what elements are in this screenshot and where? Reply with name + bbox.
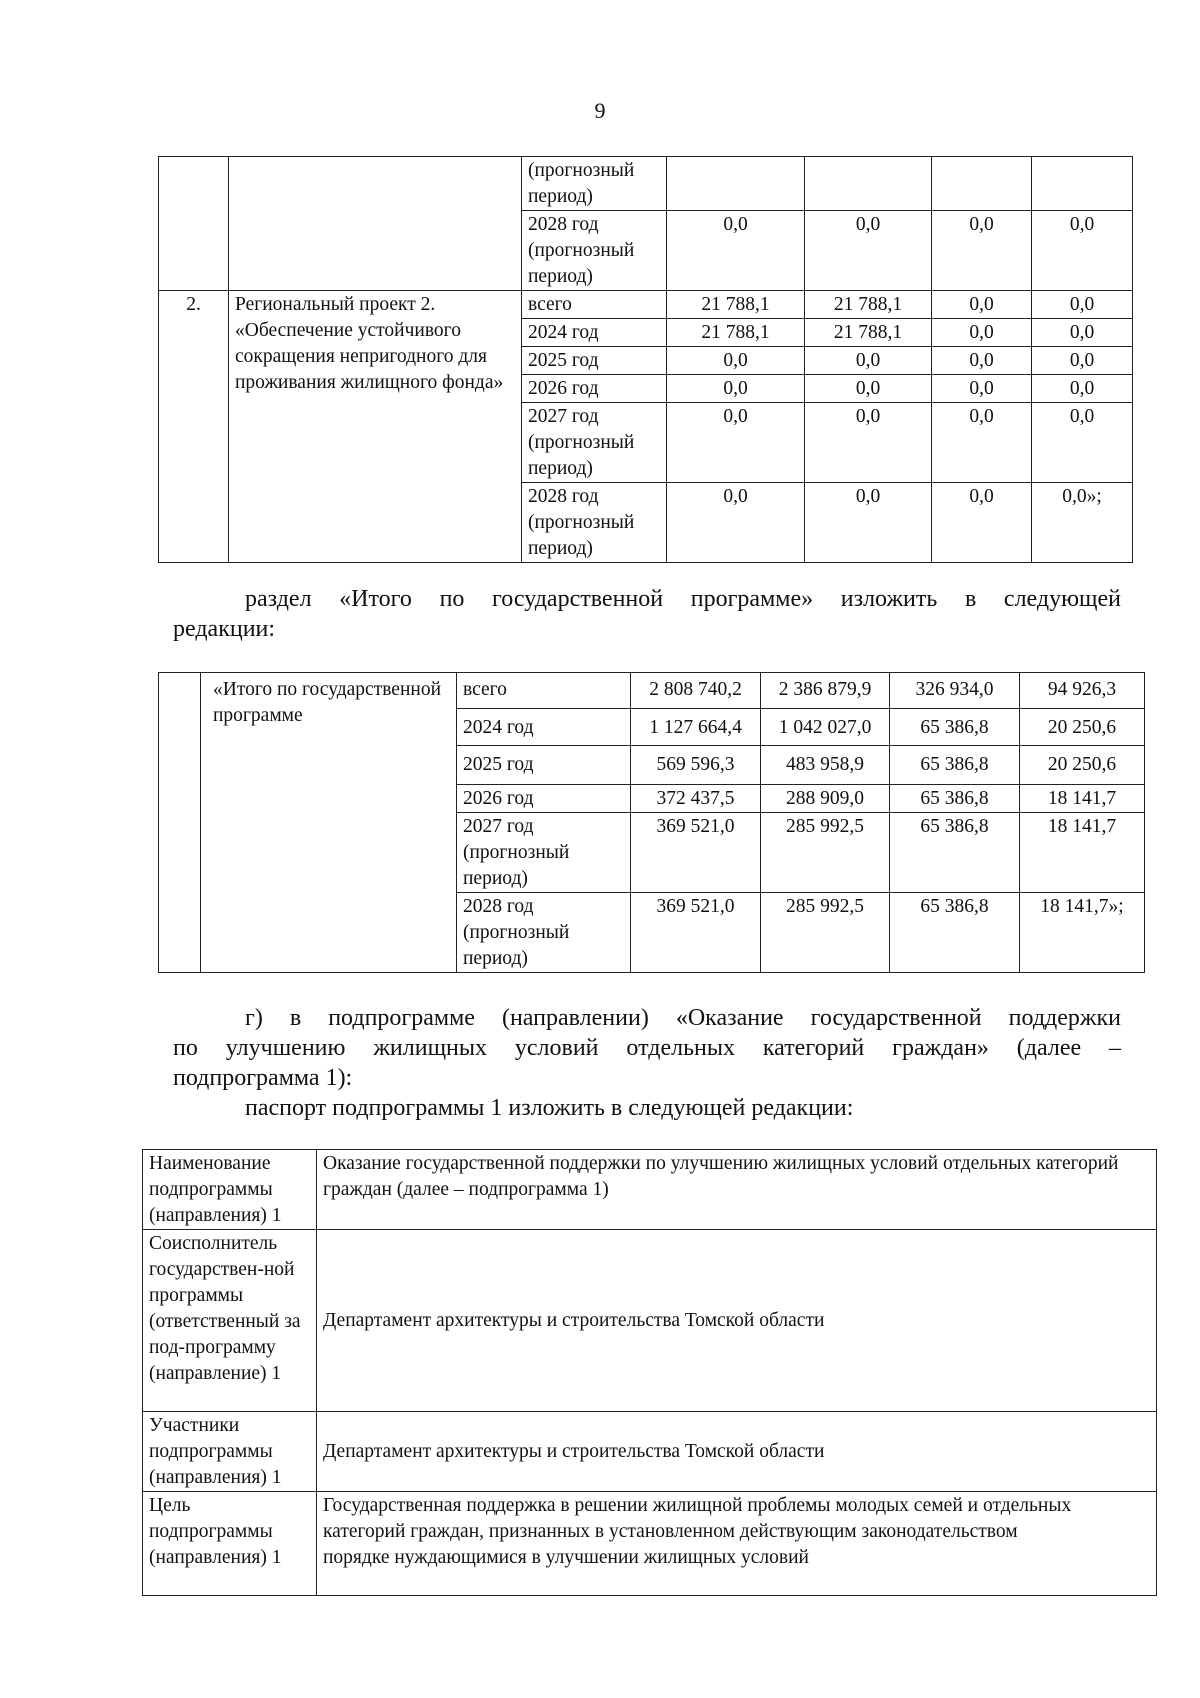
period-cell: 2025 год xyxy=(522,347,667,375)
period-cell: 2027 год (прогнозный период) xyxy=(457,813,631,893)
project-number: 2. xyxy=(159,291,229,563)
period-cell: 2028 год (прогнозный период) xyxy=(457,893,631,973)
passport-label: Участники подпрограммы (направления) 1 xyxy=(143,1412,317,1492)
table-row: 2024 год 1 127 664,4 1 042 027,0 65 386,8 20 250,6 xyxy=(159,709,1145,746)
table-row xyxy=(143,1230,1157,1412)
period-cell: 2028 год (прогнозный период) xyxy=(522,211,667,291)
amendment-paragraph-1: раздел «Итого по государственной программе» изложить в следующей редакции: xyxy=(173,586,1121,642)
period-cell: всего xyxy=(457,673,631,709)
passport-value: Государственная поддержка в решении жилищной проблемы молодых семей и отдельных категорий граждан, признанных в установленном действующим законодательством порядке нуждающимися в улучшении жилищных условий xyxy=(317,1492,1157,1596)
subprogram-passport-table xyxy=(142,1149,1157,1596)
period-cell: 2026 год xyxy=(522,375,667,403)
table-row xyxy=(143,1492,1157,1596)
table-row: 2027 год (прогнозный период) 0,0 0,0 0,0 0,0 xyxy=(159,403,1133,483)
passport-value: Оказание государственной поддержки по улучшению жилищных условий отдельных категорий граждан (далее – подпрограмма 1) xyxy=(317,1150,1157,1230)
program-total-table xyxy=(158,672,1145,973)
table-row xyxy=(159,157,1133,211)
table-row: 2024 год 21 788,1 21 788,1 0,0 0,0 xyxy=(159,319,1133,347)
page-number: 9 xyxy=(594,98,606,123)
table-row: 2026 год 372 437,5 288 909,0 65 386,8 18 141,7 xyxy=(159,785,1145,813)
period-cell: 2024 год xyxy=(457,709,631,746)
table-row: 2028 год (прогнозный период) 0,0 0,0 0,0 0,0»; xyxy=(159,483,1133,563)
table-row: 2025 год 569 596,3 483 958,9 65 386,8 20 250,6 xyxy=(159,746,1145,785)
table-row: «Итого по государственной программе всего 2 808 740,2 2 386 879,9 326 934,0 94 926,3 xyxy=(159,673,1145,709)
table-row xyxy=(143,1412,1157,1492)
passport-label: Наименование подпрограммы (направления) 1 xyxy=(143,1150,317,1230)
period-cell: 2027 год (прогнозный период) xyxy=(522,403,667,483)
table-row: 2. Региональный проект 2. «Обеспечение устойчивого сокращения непригодного для проживания жилищного фонда» всего 21 788,1 21 788,1 0,0 0,0 xyxy=(159,291,1133,319)
period-cell: всего xyxy=(522,291,667,319)
passport-value: Департамент архитектуры и строительства Томской области xyxy=(317,1230,1157,1412)
period-cell: (прогнозный период) xyxy=(522,157,667,211)
passport-label: Соисполнитель государствен-ной программы (ответственный за под-программу (направление) 1 xyxy=(143,1230,317,1412)
regional-project-table xyxy=(158,156,1133,563)
table-row: 2028 год (прогнозный период) 0,0 0,0 0,0 0,0 xyxy=(159,211,1133,291)
period-cell: 2024 год xyxy=(522,319,667,347)
table-row xyxy=(143,1150,1157,1230)
amendment-paragraph-2: г) в подпрограмме (направлении) «Оказание государственной поддержки по улучшению жилищных условий отдельных категорий граждан» (далее – подпрограмма 1): паспорт подпрограммы 1 изложить в следующей редакции: xyxy=(173,1005,1121,1121)
passport-value: Департамент архитектуры и строительства Томской области xyxy=(317,1412,1157,1492)
period-cell: 2026 год xyxy=(457,785,631,813)
table-row: 2025 год 0,0 0,0 0,0 0,0 xyxy=(159,347,1133,375)
table-row: 2026 год 0,0 0,0 0,0 0,0 xyxy=(159,375,1133,403)
project-name: Региональный проект 2. «Обеспечение устойчивого сокращения непригодного для проживания жилищного фонда» xyxy=(229,291,522,563)
table-row: 2027 год (прогнозный период) 369 521,0 285 992,5 65 386,8 18 141,7 xyxy=(159,813,1145,893)
period-cell: 2028 год (прогнозный период) xyxy=(522,483,667,563)
table-row: 2028 год (прогнозный период) 369 521,0 285 992,5 65 386,8 18 141,7»; xyxy=(159,893,1145,973)
passport-label: Цель подпрограммы (направления) 1 xyxy=(143,1492,317,1596)
program-total-label: «Итого по государственной программе xyxy=(201,673,457,973)
period-cell: 2025 год xyxy=(457,746,631,785)
